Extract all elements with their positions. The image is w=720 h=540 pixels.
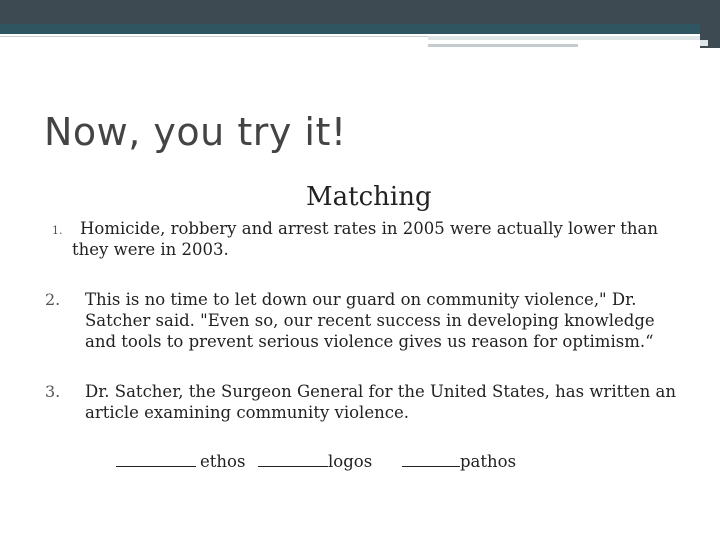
decor-bar (428, 36, 700, 40)
item-text: This is no time to let down our guard on community violence," Dr. Satcher said. "Even so, our recent success in developing knowledge and tools to prevent serious violence gives us reason for optimism.“ (85, 290, 655, 351)
list-item (45, 289, 685, 352)
item-number: 2. (45, 290, 61, 309)
top-bar (0, 0, 720, 24)
item-text: Homicide, robbery and arrest rates in 2005 were actually lower than they were in 2003. (72, 219, 658, 259)
item-number: 3. (45, 382, 61, 401)
answer-blank (402, 452, 460, 467)
answer-blank (116, 452, 196, 467)
list-item (45, 381, 685, 423)
answer-blank (258, 452, 328, 467)
choice-logos (258, 452, 372, 471)
slide-subtitle: Matching (306, 182, 432, 212)
item-number: 1. (52, 224, 63, 237)
choice-pathos (402, 452, 516, 471)
decor-bar-short (428, 44, 578, 47)
list-item (52, 218, 672, 260)
choice-label: logos (328, 452, 373, 471)
slide-title: Now, you try it! (44, 110, 347, 154)
choice-label: ethos (200, 452, 246, 471)
decor-bar-corner (700, 40, 708, 46)
accent-strip (0, 24, 700, 34)
choice-label: pathos (460, 452, 517, 471)
choice-ethos (116, 452, 245, 471)
item-text: Dr. Satcher, the Surgeon General for the United States, has written an article examining community violence. (85, 382, 676, 422)
